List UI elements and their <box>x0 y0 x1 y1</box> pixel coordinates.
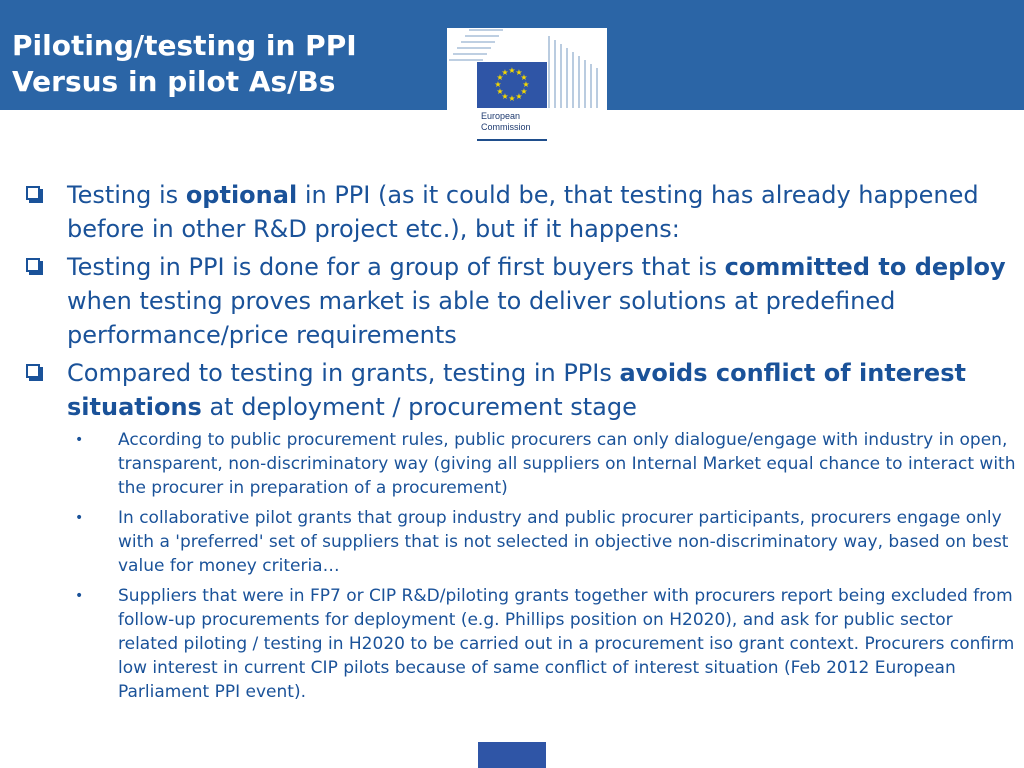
logo-wordmark <box>481 111 531 133</box>
logo-line-1: European <box>481 111 521 121</box>
svg-text:★: ★ <box>496 73 504 82</box>
bullet-text: in PPI (as it could be, that testing has already happened before in other R&D project etc.), but if it happens: <box>67 181 979 243</box>
checkbox-bullet-icon <box>26 258 40 272</box>
svg-text:★: ★ <box>501 92 509 101</box>
bullet-emphasis: avoids conflict of interest situations <box>67 359 966 421</box>
sub-bullet-item <box>22 584 1017 704</box>
slide-body <box>22 178 1017 710</box>
bullet-item <box>22 356 1017 424</box>
logo-line-2: Commission <box>481 122 531 132</box>
sub-bullet-text: Suppliers that were in FP7 or CIP R&D/piloting grants together with procurers report being excluded from follow-up procurements for deployment (e.g. Phillips position on H2020), and ask for public sector related piloting / testing in H2020 to be carried out in a procurement iso grant context. Procurers confirm low interest in current CIP pilots because of same conflict of interest situation (Feb 2012 European Parliament PPI event). <box>118 586 1015 702</box>
bullet-item <box>22 250 1017 352</box>
bullet-item <box>22 178 1017 246</box>
title-line-1: Piloting/testing in PPI <box>12 29 357 62</box>
sub-bullet-text: In collaborative pilot grants that group industry and public procurer participants, procurers engage only with a 'preferred' set of suppliers that is not selected in objective non-discriminatory way, based on best value for money criteria… <box>118 508 1009 576</box>
eu-flag-footer-icon <box>478 742 546 768</box>
bullet-emphasis: optional <box>185 181 298 209</box>
sub-bullet-item <box>22 506 1017 578</box>
svg-text:★: ★ <box>496 87 504 96</box>
title-line-2: Versus in pilot As/Bs <box>12 65 336 98</box>
bullet-text: when testing proves market is able to deliver solutions at predefined performance/price requirements <box>67 287 896 349</box>
slide-title <box>12 28 357 100</box>
checkbox-bullet-icon <box>26 364 40 378</box>
bullet-text: at deployment / procurement stage <box>201 393 637 421</box>
european-commission-logo <box>447 28 607 144</box>
sub-bullet-item <box>22 428 1017 500</box>
svg-text:★: ★ <box>508 94 516 103</box>
bullet-dot-icon: • <box>75 588 84 604</box>
bullet-dot-icon: • <box>75 432 84 448</box>
sub-bullet-text: According to public procurement rules, public procurers can only dialogue/engage with industry in open, transparent, non-discriminatory way (giving all suppliers on Internal Market equal chance to interact with the procurer in preparation of a procurement) <box>118 430 1016 498</box>
svg-text:★: ★ <box>515 92 523 101</box>
bullet-text: Testing in PPI is done for a group of first buyers that is <box>67 253 725 281</box>
checkbox-bullet-icon <box>26 186 40 200</box>
svg-text:★: ★ <box>520 73 528 82</box>
logo-underline <box>477 139 547 141</box>
svg-text:★: ★ <box>520 87 528 96</box>
bullet-text: Testing is <box>67 181 186 209</box>
svg-text:★: ★ <box>522 80 530 89</box>
svg-text:★: ★ <box>494 80 502 89</box>
svg-text:★: ★ <box>508 66 516 75</box>
svg-text:★: ★ <box>501 68 509 77</box>
bullet-dot-icon: • <box>75 510 84 526</box>
bullet-emphasis: committed to deploy <box>724 253 1006 281</box>
svg-text:★: ★ <box>515 68 523 77</box>
bullet-text: Compared to testing in grants, testing in PPIs <box>67 359 620 387</box>
